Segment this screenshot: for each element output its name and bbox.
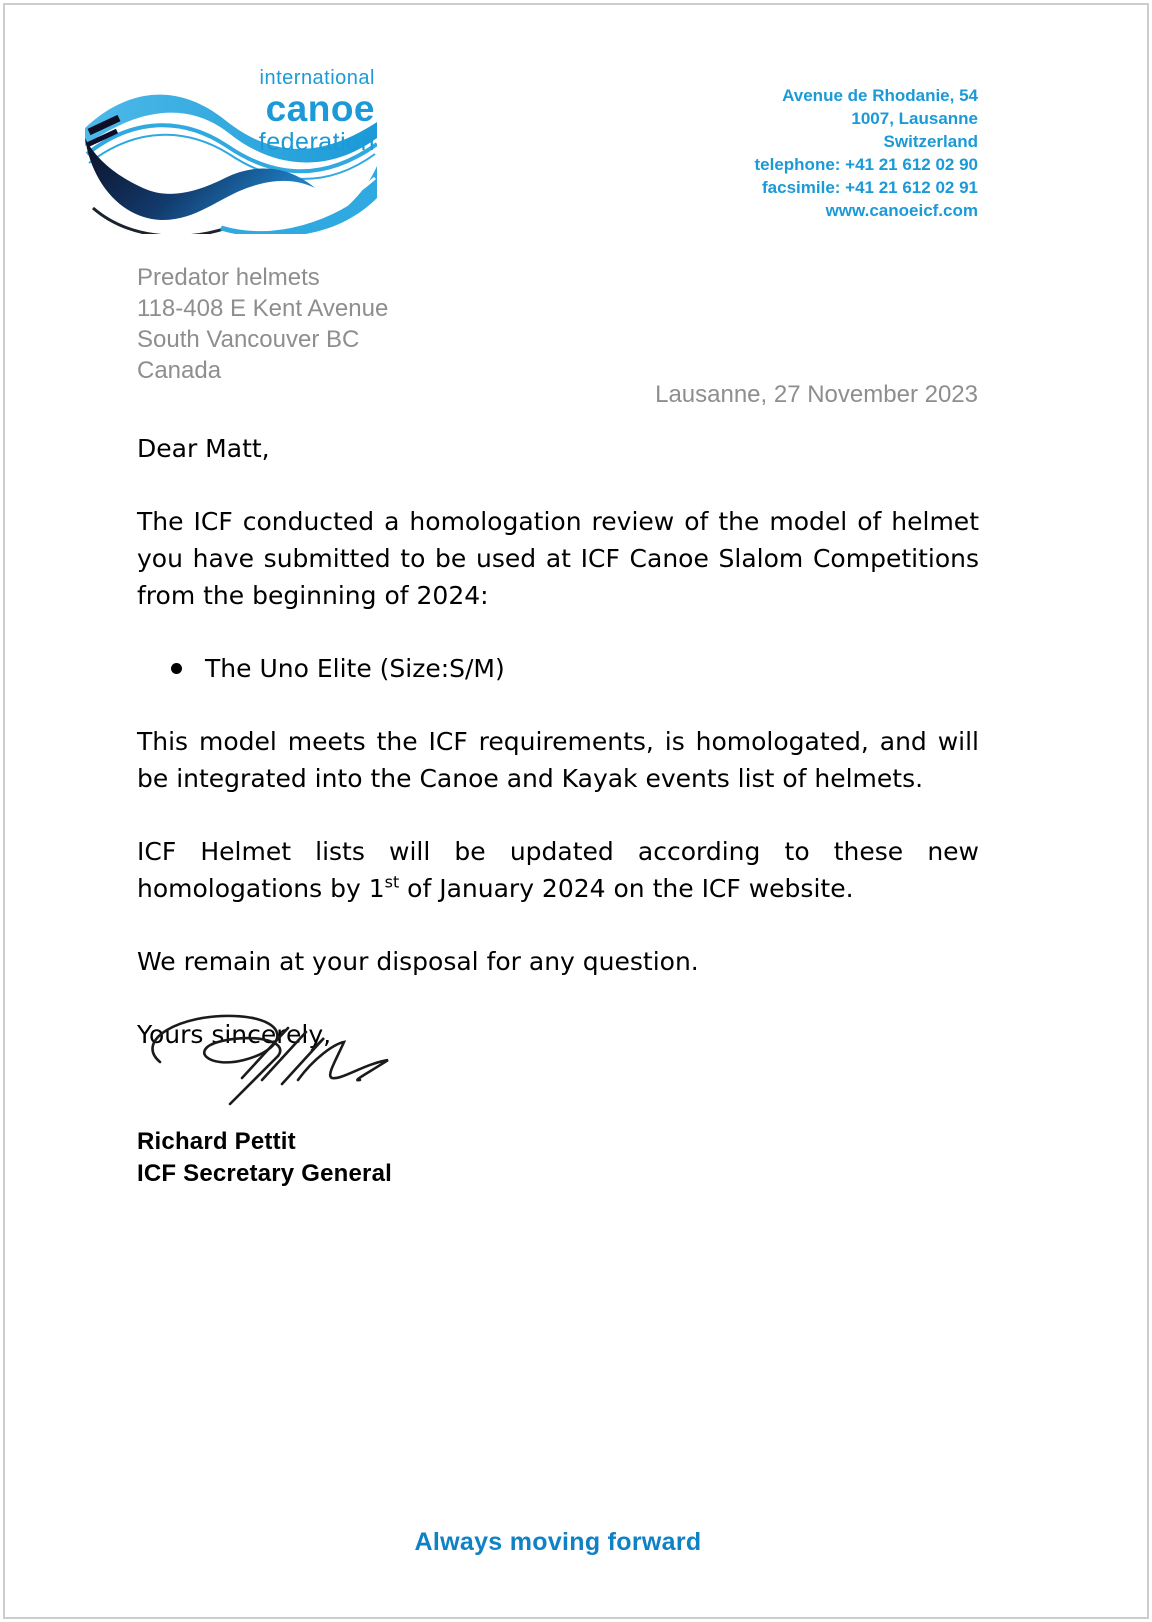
paragraph-helmet-lists-text-2: of January 2024 on the ICF website. [399, 874, 854, 903]
date-line: Lausanne, 27 November 2023 [655, 381, 978, 408]
footer-tagline: Always moving forward [414, 1528, 702, 1556]
logo-word-international: international [259, 67, 375, 89]
recipient-address-block [137, 262, 388, 386]
recipient-city: South Vancouver BC [137, 326, 360, 353]
logo-wordmark [259, 68, 375, 155]
logo-word-federation: federation [258, 128, 375, 156]
header-contact-block [755, 84, 979, 222]
icf-logo [85, 62, 377, 234]
recipient-name: Predator helmets [137, 264, 320, 291]
recipient-country: Canada [137, 357, 222, 384]
signatory-name: Richard Pettit [137, 1128, 296, 1155]
contact-website-url[interactable]: www.canoeicf.com [825, 201, 978, 220]
signatory-block [137, 1126, 392, 1190]
contact-city: 1007, Lausanne [851, 109, 978, 128]
paragraph-homologation-review: The ICF conducted a homologation review of the model of helmet you have submitted to be used at ICF Canoe Slalom Competitions from the beginning of 2024: [137, 507, 979, 610]
signature-image [138, 998, 396, 1116]
paragraph-helmet-lists-update [137, 833, 979, 907]
helmet-model-label: The Uno Elite (Size:S/M) [205, 654, 505, 683]
salutation: Dear Matt, [137, 434, 270, 463]
contact-telephone: telephone: +41 21 612 02 90 [754, 155, 978, 174]
paragraph-disposal: We remain at your disposal for any question. [137, 947, 699, 976]
bullet-dot-icon [171, 663, 182, 674]
recipient-street: 118-408 E Kent Avenue [137, 295, 389, 322]
signatory-title: ICF Secretary General [137, 1160, 392, 1187]
contact-country: Switzerland [883, 132, 978, 151]
closing-salutation: Yours sincerely, [137, 1020, 332, 1049]
letter-body [137, 430, 979, 1053]
paragraph-model-meets-requirements: This model meets the ICF requirements, is homologated, and will be integrated into the Canoe and Kayak events list of helmets. [137, 727, 979, 793]
ordinal-superscript: st [384, 872, 400, 892]
helmet-model-list [137, 650, 979, 687]
contact-street: Avenue de Rhodanie, 54 [782, 86, 978, 105]
helmet-model-item [137, 650, 979, 687]
logo-word-canoe: canoe [265, 88, 375, 129]
contact-facsimile: facsimile: +41 21 612 02 91 [762, 178, 978, 197]
paragraph-helmet-lists-text-1: ICF Helmet lists will be updated according to these new homologations by 1 [137, 837, 979, 903]
